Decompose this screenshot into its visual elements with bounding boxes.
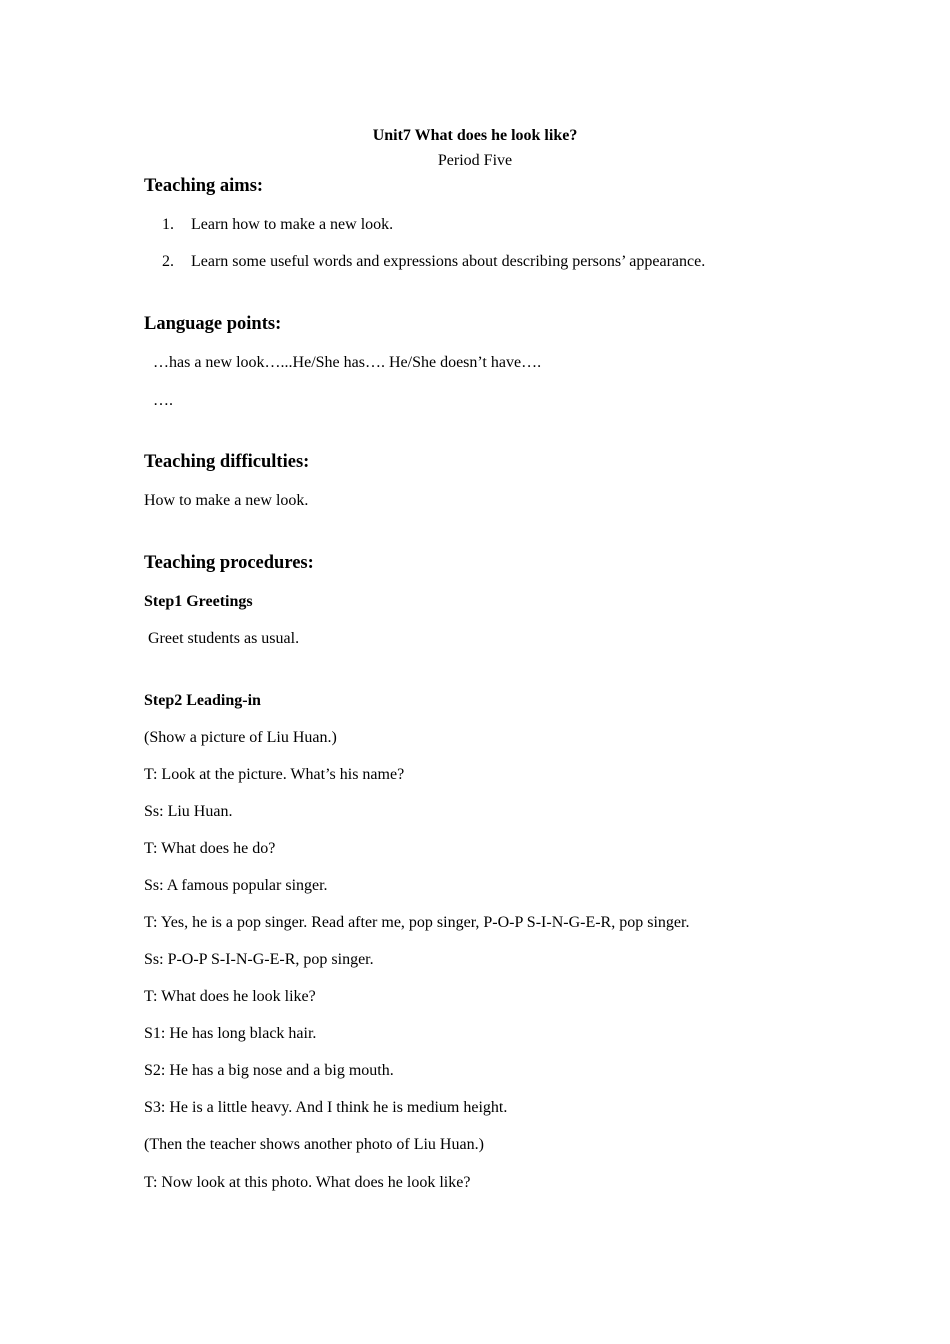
document-title: Unit7 What does he look like? (372, 127, 578, 144)
aims-item (162, 252, 705, 272)
dialogue-line: (Then the teacher shows another photo of Liu Huan.) (144, 1136, 484, 1153)
aims-item-number: 2. (162, 253, 174, 270)
aims-item-text: Learn some useful words and expressions about describing persons’ appearance. (191, 253, 706, 270)
language-line: …has a new look…...He/She has…. He/She doesn’t have…. (153, 354, 542, 371)
aims-item-text: Learn how to make a new look. (191, 216, 394, 233)
dialogue-line: T: What does he do? (144, 840, 276, 857)
aims-item-number: 1. (162, 216, 174, 233)
language-heading: Language points: (144, 314, 282, 334)
dialogue-line: S3: He is a little heavy. And I think he is medium height. (144, 1099, 508, 1116)
dialogue-line: (Show a picture of Liu Huan.) (144, 729, 337, 746)
dialogue-line: Ss: P-O-P S-I-N-G-E-R, pop singer. (144, 951, 374, 968)
procedures-heading: Teaching procedures: (144, 553, 314, 573)
step1-text: Greet students as usual. (148, 630, 300, 647)
step2-title: Step2 Leading-in (144, 692, 261, 709)
difficulties-text: How to make a new look. (144, 492, 309, 509)
difficulties-heading: Teaching difficulties: (144, 452, 310, 472)
dialogue-line: S2: He has a big nose and a big mouth. (144, 1062, 394, 1079)
dialogue-line: T: Look at the picture. What’s his name? (144, 766, 405, 783)
aims-heading: Teaching aims: (144, 176, 264, 196)
dialogue-line: Ss: Liu Huan. (144, 803, 233, 820)
dialogue-line: T: What does he look like? (144, 988, 316, 1005)
language-line: …. (153, 392, 173, 409)
step1-title: Step1 Greetings (144, 593, 253, 610)
dialogue-line: S1: He has long black hair. (144, 1025, 317, 1042)
dialogue-line: Ss: A famous popular singer. (144, 877, 328, 894)
document-subtitle: Period Five (437, 152, 513, 169)
dialogue-line: T: Yes, he is a pop singer. Read after me, pop singer, P-O-P S-I-N-G-E-R, pop singer. (144, 914, 690, 931)
dialogue-line: T: Now look at this photo. What does he look like? (144, 1174, 471, 1191)
aims-item (162, 215, 393, 235)
